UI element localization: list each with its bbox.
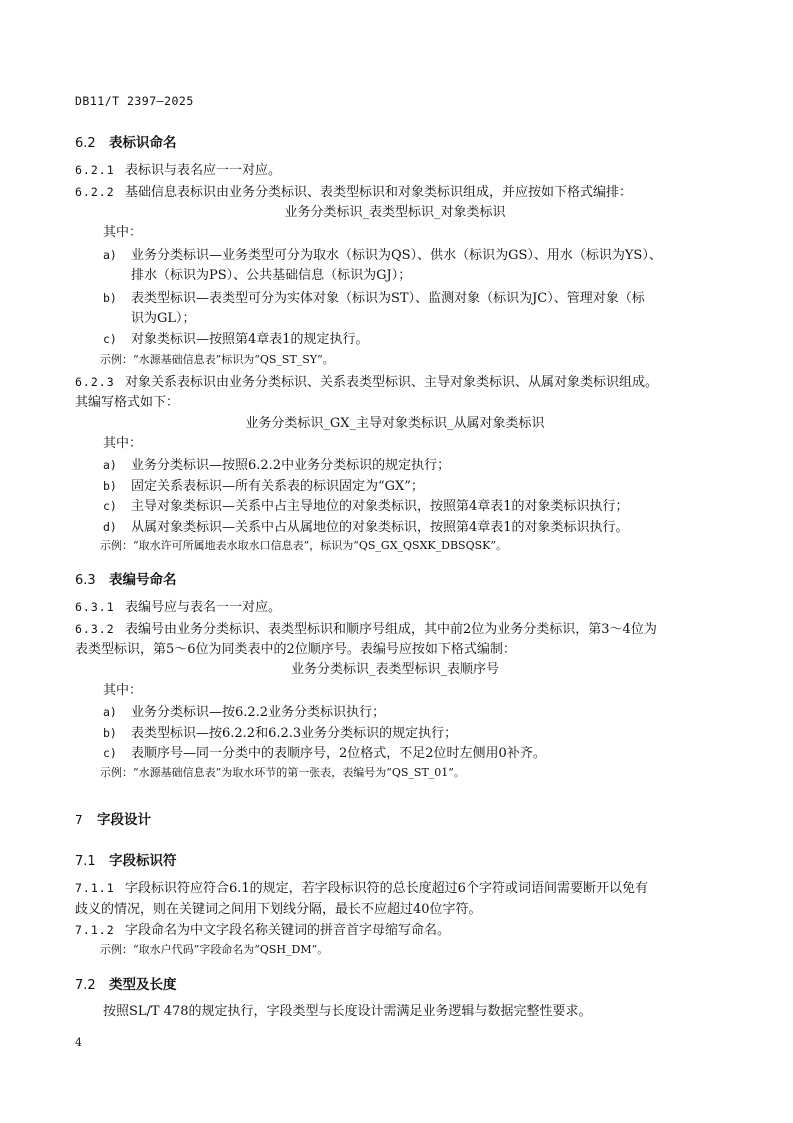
clause-6-2-3: 6.2.3 对象关系表标识由业务分类标识、关系表类型标识、主导对象类标识、从属对象类标识组成。 — [75, 375, 659, 390]
example-note: 示例：“水源基础信息表”标识为“QS_ST_SY”。 — [100, 353, 334, 366]
list-item: d) 从属对象类标识—关系中占从属地位的对象类标识，按照第4章表1的对象类标识执行。 — [103, 520, 629, 535]
section-heading-6-3: 6.3 表编号命名 — [75, 572, 177, 588]
paragraph-7-2: 按照SL/T 478的规定执行，字段类型与长度设计需满足业务逻辑与数据完整性要求。 — [103, 1004, 592, 1019]
list-item: b) 表类型标识—按6.2.2和6.2.3业务分类标识的规定执行； — [103, 726, 458, 741]
list-item-continued: 排水（标识为PS）、公共基础信息（标识为GJ）； — [131, 268, 412, 283]
list-item: a) 业务分类标识—按照6.2.2中业务分类标识的规定执行； — [103, 458, 451, 473]
clause-6-2-2: 6.2.2 基础信息表标识由业务分类标识、表类型标识和对象类标识组成，并应按如下格式编排： — [75, 185, 633, 200]
list-item: c) 对象类标识—按照第4章表1的规定执行。 — [103, 332, 369, 347]
list-item: c) 主导对象类标识—关系中占主导地位的对象类标识，按照第4章表1的对象类标识执行； — [103, 499, 629, 514]
list-item: a) 业务分类标识—业务类型可分为取水（标识为QS）、供水（标识为GS）、用水（标识为YS）、 — [103, 248, 662, 263]
clause-7-1-1-continued: 歧义的情况，则在关键词之间用下划线分隔，最长不应超过40位字符。 — [75, 902, 482, 917]
document-header: DB11/T 2397—2025 — [75, 94, 194, 108]
clause-6-3-2: 6.3.2 表编号由业务分类标识、表类型标识和顺序号组成，其中前2位为业务分类标识，第3～4位为 — [75, 622, 657, 637]
format-line: 业务分类标识_表类型标识_表顺序号 — [290, 662, 499, 677]
clause-6-3-2-continued: 表类型标识，第5～6位为同类表中的2位顺序号。表编号应按如下格式编制： — [75, 642, 516, 657]
example-note: 示例：“取水许可所属地表水取水口信息表”，标识为“QS_GX_QSXK_DBSQSK”。 — [100, 539, 507, 552]
where-label: 其中： — [103, 436, 143, 451]
list-item: c) 表顺序号—同一分类中的表顺序号，2位格式，不足2位时左侧用0补齐。 — [103, 746, 546, 761]
list-item: b) 表类型标识—表类型可分为实体对象（标识为ST）、监测对象（标识为JC）、管理对象（标 — [103, 291, 645, 306]
clause-6-2-1: 6.2.1 表标识与表名应一一对应。 — [75, 163, 282, 178]
clause-7-1-2: 7.1.2 字段命名为中文字段名称关键词的拼音首字母缩写命名。 — [75, 923, 451, 938]
clause-6-2-3-continued: 其编写格式如下： — [75, 395, 180, 410]
chapter-heading-7: 7 字段设计 — [75, 812, 151, 828]
list-item-continued: 识为GL）； — [131, 311, 196, 326]
where-label: 其中： — [103, 225, 143, 240]
list-item: b) 固定关系表标识—所有关系表的标识固定为“GX”； — [103, 479, 424, 494]
list-item: a) 业务分类标识—按6.2.2业务分类标识执行； — [103, 705, 386, 720]
where-label: 其中： — [103, 683, 143, 698]
section-heading-6-2: 6.2 表标识命名 — [75, 135, 177, 151]
page-number: 4 — [75, 1036, 82, 1049]
example-note: 示例：“取水户代码”字段命名为“QSH_DM”。 — [100, 943, 329, 956]
clause-7-1-1: 7.1.1 字段标识符应符合6.1的规定，若字段标识符的总长度超过6个字符或词语间需要断开以免有 — [75, 881, 648, 896]
format-line: 业务分类标识_表类型标识_对象类标识 — [284, 205, 506, 220]
example-note: 示例：“水源基础信息表”为取水环节的第一张表，表编号为“QS_ST_01”。 — [100, 766, 465, 779]
format-line: 业务分类标识_GX_主导对象类标识_从属对象类标识 — [245, 416, 545, 431]
clause-6-3-1: 6.3.1 表编号应与表名一一对应。 — [75, 600, 282, 615]
section-heading-7-2: 7.2 类型及长度 — [75, 977, 177, 993]
section-heading-7-1: 7.1 字段标识符 — [75, 853, 177, 869]
